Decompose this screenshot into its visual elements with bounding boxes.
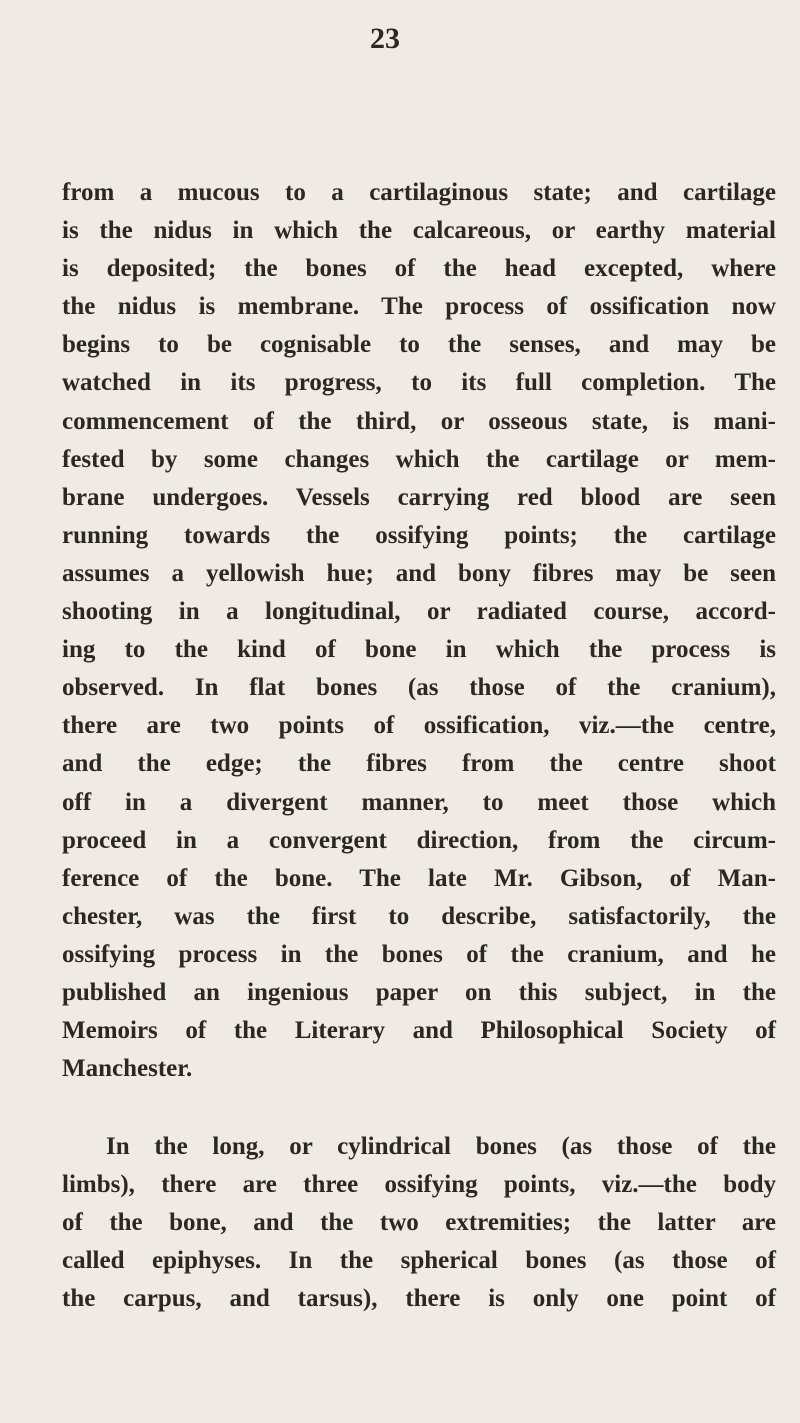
text-line: shooting in a longitudinal, or radiated course, accord- [62,598,776,626]
text-line: begins to be cognisable to the senses, and may be [62,331,776,359]
text-line: is the nidus in which the calcareous, or earthy material [62,217,776,245]
text-line: ossifying process in the bones of the cranium, and he [62,940,776,968]
text-line: and the edge; the fibres from the centre shoot [62,750,776,778]
text-line: In the long, or cylindrical bones (as those of the [106,1133,776,1160]
text-line: chester, was the first to describe, satisfactorily, the [62,902,776,930]
text-line: limbs), there are three ossifying points, viz.—the body [62,1171,776,1199]
text-line: assumes a yellowish hue; and bony fibres may be seen [62,559,776,587]
text-line: brane undergoes. Vessels carrying red blood are seen [62,483,776,511]
text-line: fested by some changes which the cartilage or mem- [62,445,776,473]
text-line: the nidus is membrane. The process of ossification now [62,293,776,321]
text-line: watched in its progress, to its full completion. The [62,369,776,397]
page-number: 23 [370,22,400,55]
text-line: commencement of the third, or osseous state, is mani- [62,407,776,435]
text-line: is deposited; the bones of the head excepted, where [62,255,776,283]
text-line: from a mucous to a cartilaginous state; and cartilage [62,179,776,206]
text-line: the carpus, and tarsus), there is only one point of [62,1285,776,1313]
text-line: of the bone, and the two extremities; the latter are [62,1209,776,1237]
text-line: Manchester. [62,1055,193,1083]
text-line: running towards the ossifying points; the cartilage [62,521,776,549]
text-line: published an ingenious paper on this subject, in the [62,978,776,1006]
paragraph-1 [62,174,776,1088]
text-line: proceed in a convergent direction, from the circum- [62,826,776,854]
text-line: ference of the bone. The late Mr. Gibson, of Man- [62,864,776,892]
text-line: Memoirs of the Literary and Philosophical Society of [62,1017,776,1045]
text-line: off in a divergent manner, to meet those which [62,788,776,816]
paragraph-2 [62,1128,776,1318]
text-line: observed. In flat bones (as those of the cranium), [62,674,776,702]
text-line: ing to the kind of bone in which the process is [62,636,776,664]
text-line: there are two points of ossification, viz.—the centre, [62,712,776,740]
text-line: called epiphyses. In the spherical bones (as those of [62,1247,776,1275]
